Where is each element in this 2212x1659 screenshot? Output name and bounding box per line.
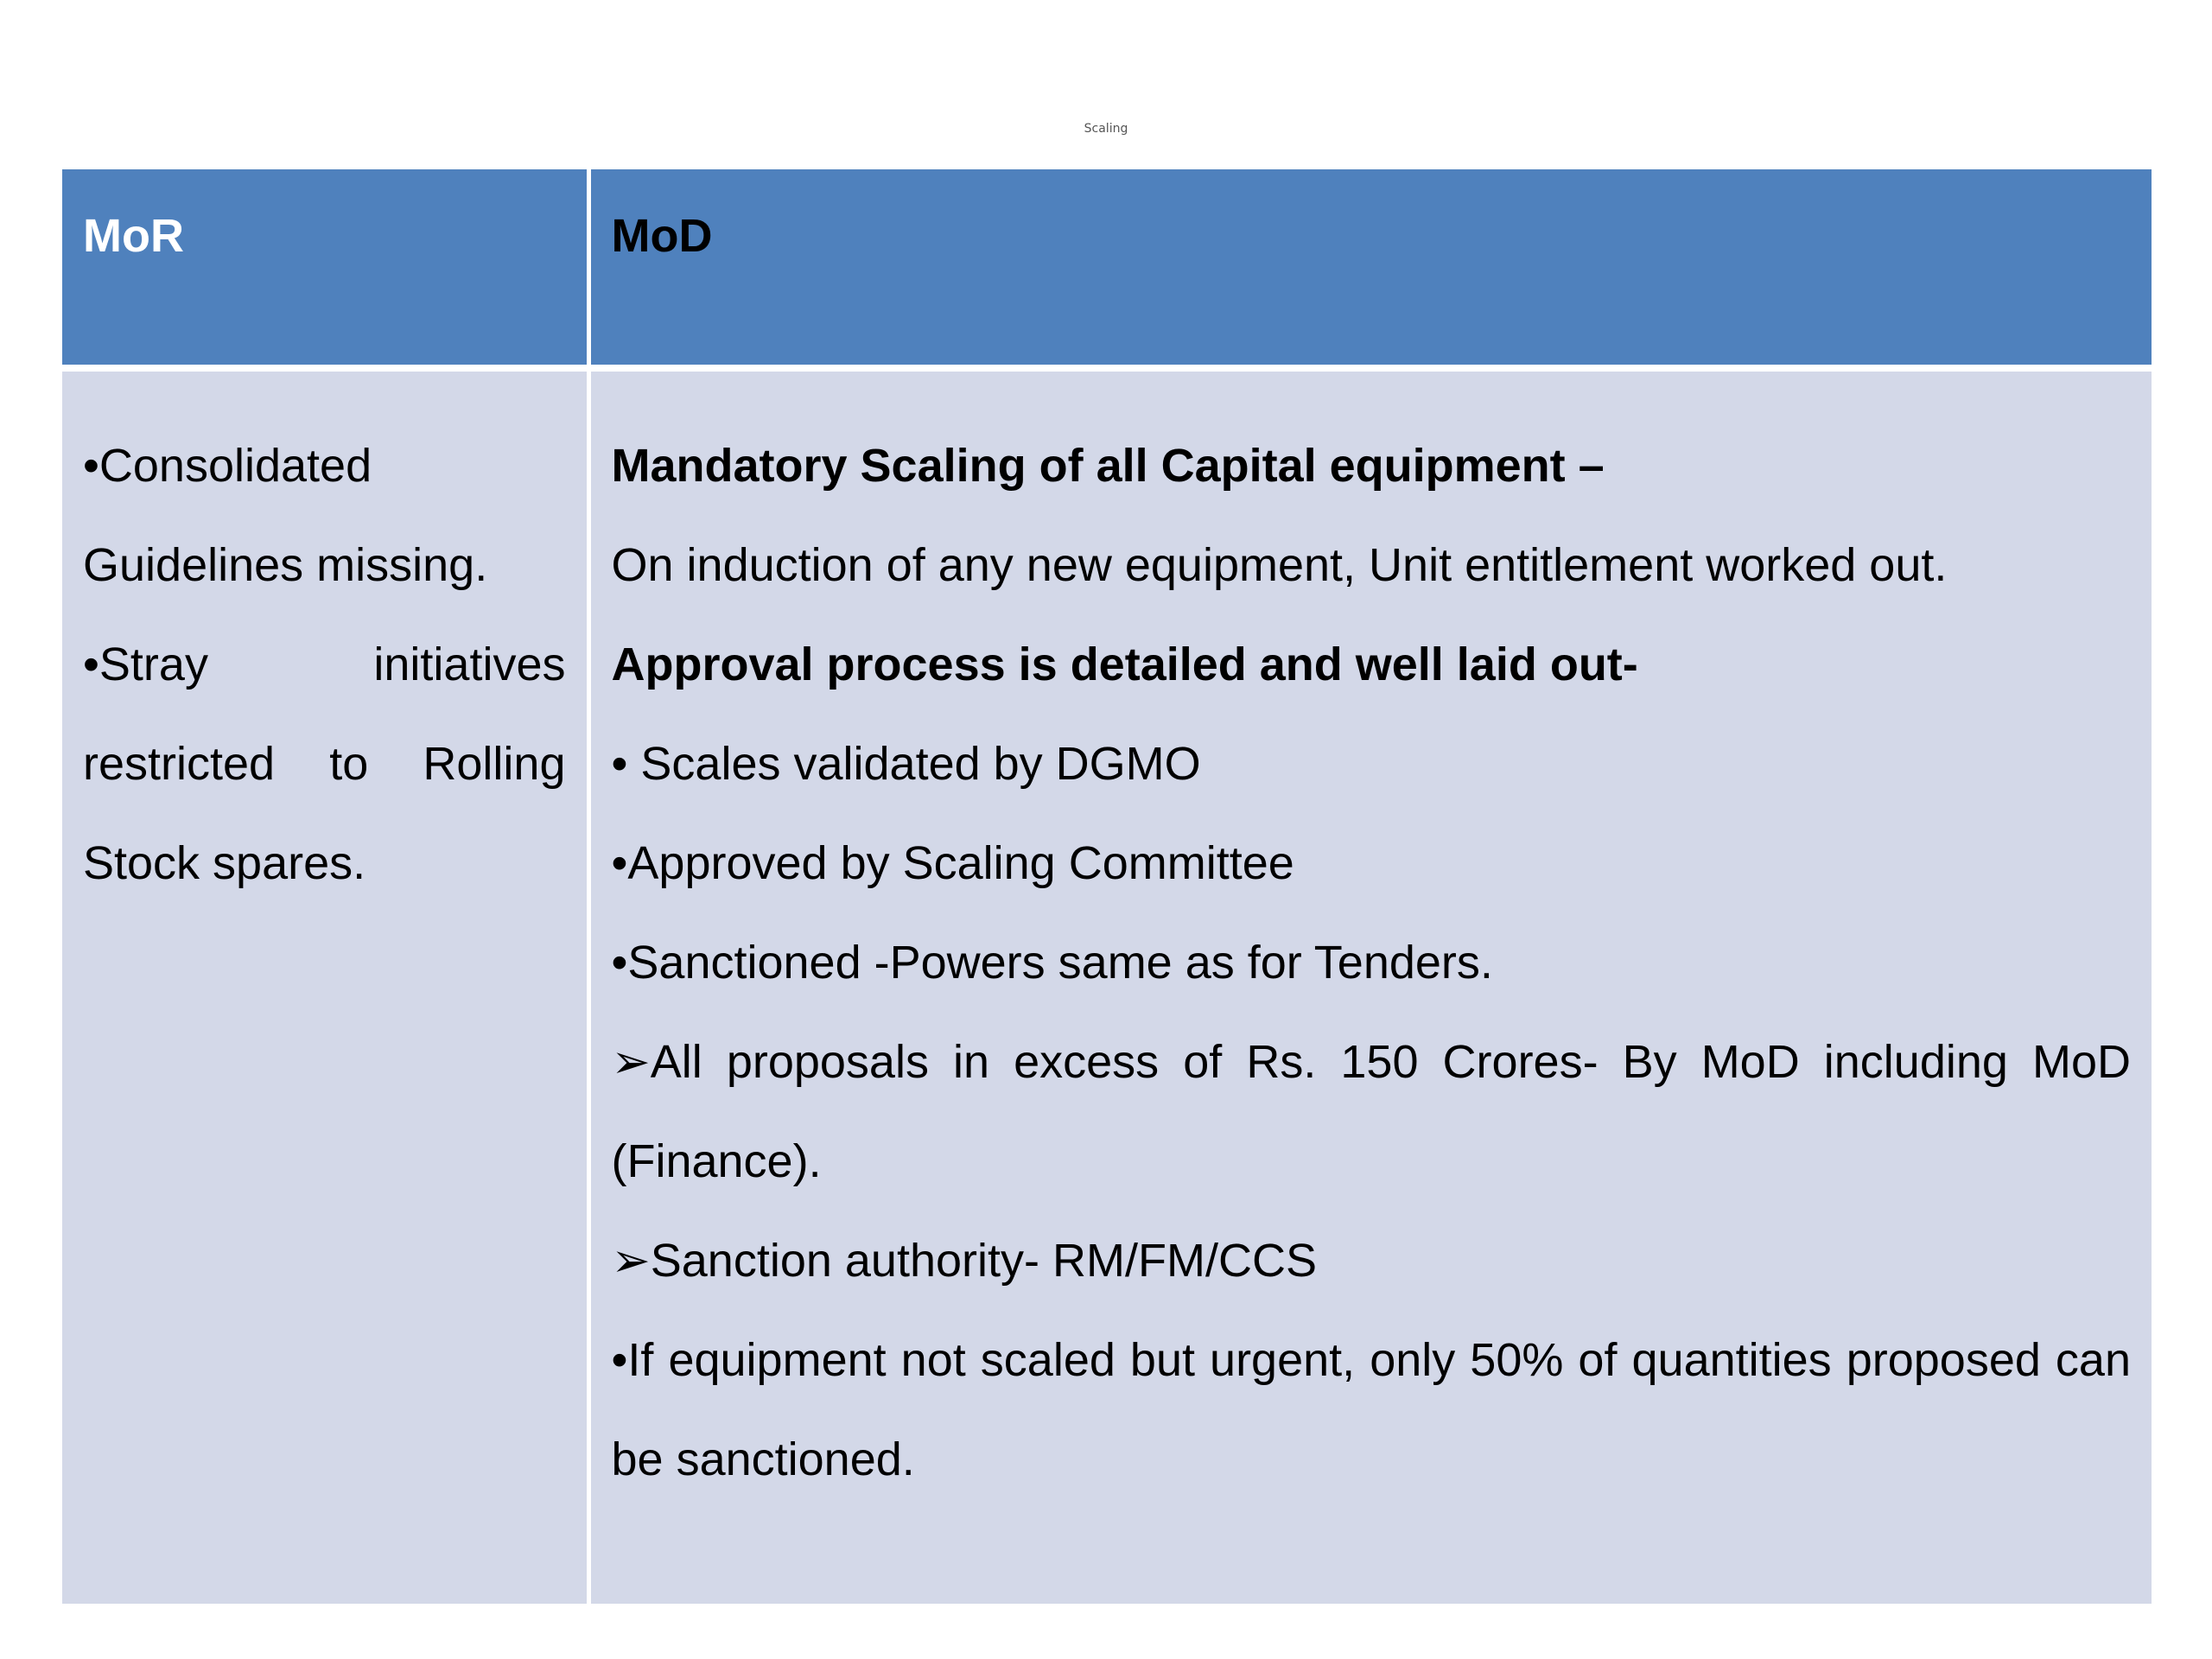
mor-line-restricted: restricted to Rolling <box>83 738 566 790</box>
mor-line-stock: Stock spares. <box>83 837 366 889</box>
mod-bullet-committee: •Approved by Scaling Committee <box>611 837 1294 889</box>
comparison-table <box>62 169 2152 1604</box>
table-row <box>62 368 2152 1604</box>
mod-bullet-dgmo: • Scales validated by DGMO <box>611 738 1201 790</box>
mor-line-guidelines: Guidelines missing. <box>83 539 488 591</box>
mod-line-induction: On induction of any new equipment, Unit entitlement worked out. <box>611 539 1948 591</box>
header-mor: MoR <box>62 169 588 368</box>
mod-heading-approval-process: Approval process is detailed and well laid out- <box>611 639 1638 690</box>
mor-cell <box>62 368 588 1604</box>
mor-line-stray: •Stray initiatives <box>83 639 566 690</box>
mod-heading-mandatory-scaling: Mandatory Scaling of all Capital equipment – <box>611 440 1605 492</box>
mod-arrow-sanction-authority: ➢Sanction authority- RM/FM/CCS <box>611 1235 1317 1287</box>
slide-title: Scaling <box>1084 122 1128 136</box>
header-mod: MoD <box>588 169 2152 368</box>
mod-bullet-sanctioned: •Sanctioned -Powers same as for Tenders. <box>611 937 1493 988</box>
table-header-row <box>62 169 2152 368</box>
mod-cell <box>588 368 2152 1604</box>
mor-line-consolidated: •Consolidated <box>83 440 372 492</box>
mod-arrow-proposals: ➢All proposals in excess of Rs. 150 Crores- By MoD including MoD (Finance). <box>611 1036 2131 1187</box>
mod-bullet-urgent: •If equipment not scaled but urgent, only 50% of quantities proposed can be sanctioned. <box>611 1334 2131 1485</box>
